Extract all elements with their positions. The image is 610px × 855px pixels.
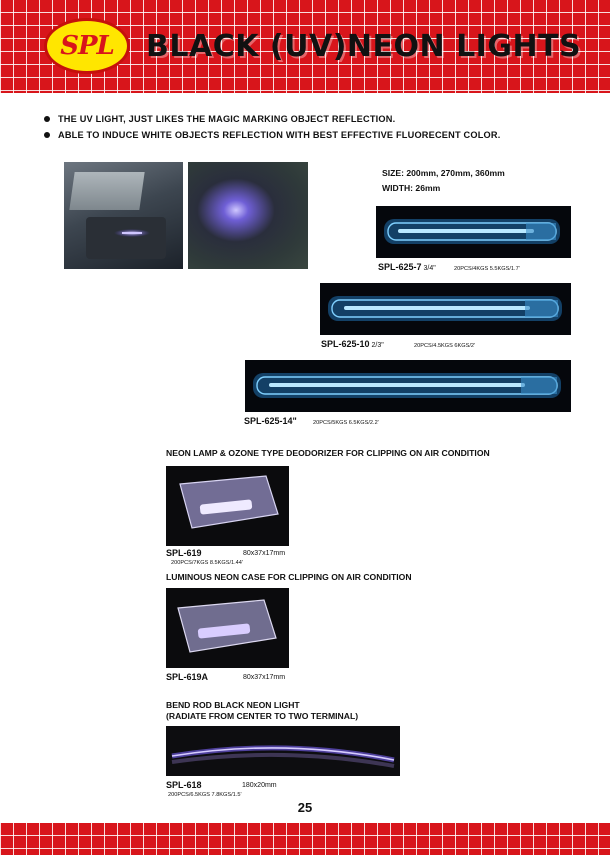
model-label-625-7 bbox=[378, 262, 436, 272]
page-number: 25 bbox=[297, 800, 313, 815]
model-code: SPL-625-7 bbox=[378, 262, 422, 272]
spl-logo bbox=[44, 18, 130, 74]
size-text: SIZE: 200mm, 270mm, 360mm bbox=[382, 168, 505, 178]
tube-photo-625-10 bbox=[320, 283, 571, 335]
dim-618: 180x20mm bbox=[242, 782, 277, 789]
feature-text: ABLE TO INDUCE WHITE OBJECTS REFLECTION WITH BEST EFFECTIVE FLUORECENT COLOR. bbox=[58, 130, 501, 140]
tube-photo-625-7 bbox=[376, 206, 571, 258]
model-label-619a: SPL-619A bbox=[166, 672, 209, 682]
pack-info-625-14: 20PCS/5KGS 6.5KGS/2.2' bbox=[313, 420, 379, 426]
feature-item bbox=[44, 114, 500, 124]
spl-618-photo bbox=[166, 726, 400, 776]
spl-619a-photo bbox=[166, 588, 289, 668]
deodorizer-heading: NEON LAMP & OZONE TYPE DEODORIZER FOR CLIPPING ON AIR CONDITION bbox=[166, 448, 490, 458]
model-label-618: SPL-618 bbox=[166, 780, 202, 790]
pack-info-625-7: 20PCS/4KGS 5.5KGS/1.7' bbox=[454, 266, 520, 272]
spl-619-photo bbox=[166, 466, 289, 546]
model-label-625-14 bbox=[244, 416, 297, 426]
model-fraction: 2/3" bbox=[371, 342, 384, 349]
bullet-icon bbox=[44, 132, 50, 138]
feature-text: THE UV LIGHT, JUST LIKES THE MAGIC MARKING OBJECT REFLECTION. bbox=[58, 114, 396, 124]
model-fraction: 3/4" bbox=[423, 265, 436, 272]
bend-rod-title: BEND ROD BLACK NEON LIGHT bbox=[166, 700, 300, 710]
size-specs bbox=[382, 166, 505, 196]
tube-photo-625-14 bbox=[245, 360, 571, 412]
model-code: SPL-625-14" bbox=[244, 416, 297, 426]
bend-rod-subtitle: (RADIATE FROM CENTER TO TWO TERMINAL) bbox=[166, 711, 359, 721]
logo-text: SPL bbox=[60, 31, 114, 61]
width-text: WIDTH: 26mm bbox=[382, 183, 441, 193]
model-label-619: SPL-619 bbox=[166, 548, 202, 558]
car-door-photo bbox=[64, 162, 183, 269]
page-title: BLACK (UV)NEON LIGHTS bbox=[146, 29, 582, 64]
door-uv-glow bbox=[64, 162, 183, 269]
case-heading: LUMINOUS NEON CASE FOR CLIPPING ON AIR CONDITION bbox=[166, 572, 412, 582]
pack-info-619: 200PCS/7KGS 8.5KGS/1.44' bbox=[171, 560, 243, 566]
dim-619a: 80x37x17mm bbox=[243, 674, 286, 681]
feature-list bbox=[44, 114, 500, 146]
footer-tile-band bbox=[0, 823, 610, 855]
uv-reflection-photo bbox=[188, 162, 308, 269]
bend-rod-heading bbox=[166, 700, 358, 722]
feature-item bbox=[44, 130, 500, 140]
dim-619: 80x37x17mm bbox=[243, 550, 286, 557]
model-code: SPL-625-10 bbox=[321, 339, 370, 349]
bullet-icon bbox=[44, 116, 50, 122]
model-label-625-10 bbox=[321, 339, 384, 349]
pack-info-625-10: 20PCS/4.5KGS 6KGS/2' bbox=[414, 343, 476, 349]
pack-info-618: 200PCS/6.5KGS 7.8KGS/1.5' bbox=[168, 792, 242, 798]
